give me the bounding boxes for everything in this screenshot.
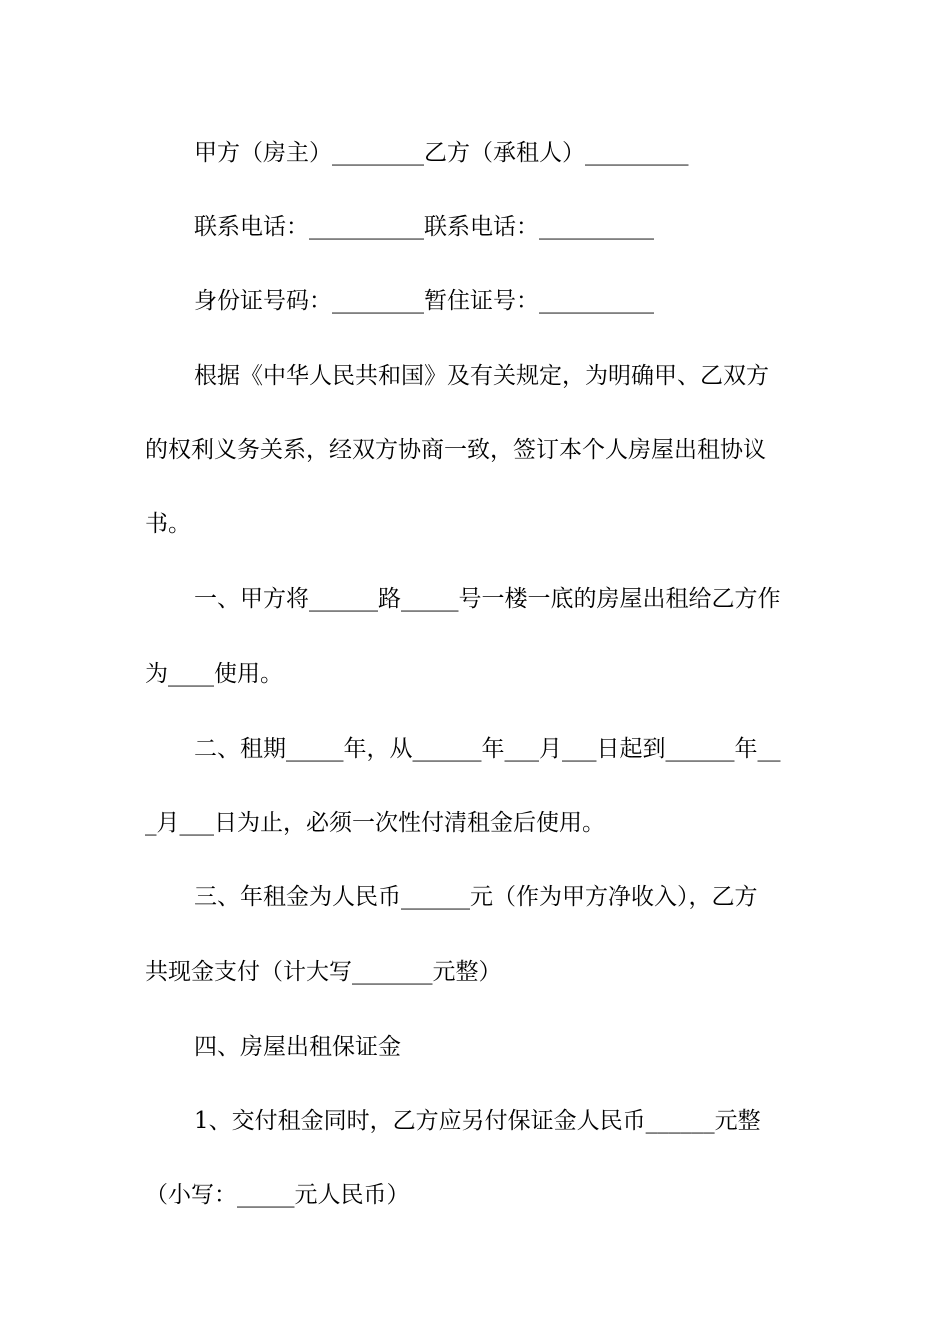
clause-2-line-1: 二、租期_____年，从______年___月___日起到______年__: [194, 736, 781, 762]
phone-line: 联系电话：__________联系电话：__________: [194, 214, 654, 240]
clause-1-line-2: 为____使用。: [145, 661, 283, 687]
clause-3-line-2: 共现金支付（计大写_______元整）: [145, 959, 502, 985]
id-number-line: 身份证号码：________暂住证号：__________: [194, 288, 654, 314]
clause-4-item-1-line-2: （小写：_____元人民币）: [145, 1182, 410, 1208]
clause-4-heading: 四、房屋出租保证金: [194, 1034, 401, 1060]
clause-3-line-1: 三、年租金为人民币______元（作为甲方净收入），乙方: [194, 884, 758, 910]
clause-2-line-2: _月___日为止，必须一次性付清租金后使用。: [145, 810, 605, 836]
party-names-line: 甲方（房主）________乙方（承租人）_________: [194, 140, 689, 166]
clause-1-line-1: 一、甲方将______路_____号一楼一底的房屋出租给乙方作: [194, 586, 781, 612]
preamble-line-2: 的权利义务关系，经双方协商一致，签订本个人房屋出租协议: [145, 437, 766, 463]
preamble-line-1: 根据《中华人民共和国》及有关规定，为明确甲、乙双方: [194, 363, 769, 389]
clause-4-item-1-line-1: 1、交付租金同时，乙方应另付保证金人民币______元整: [194, 1108, 761, 1134]
preamble-line-3: 书。: [145, 511, 191, 537]
